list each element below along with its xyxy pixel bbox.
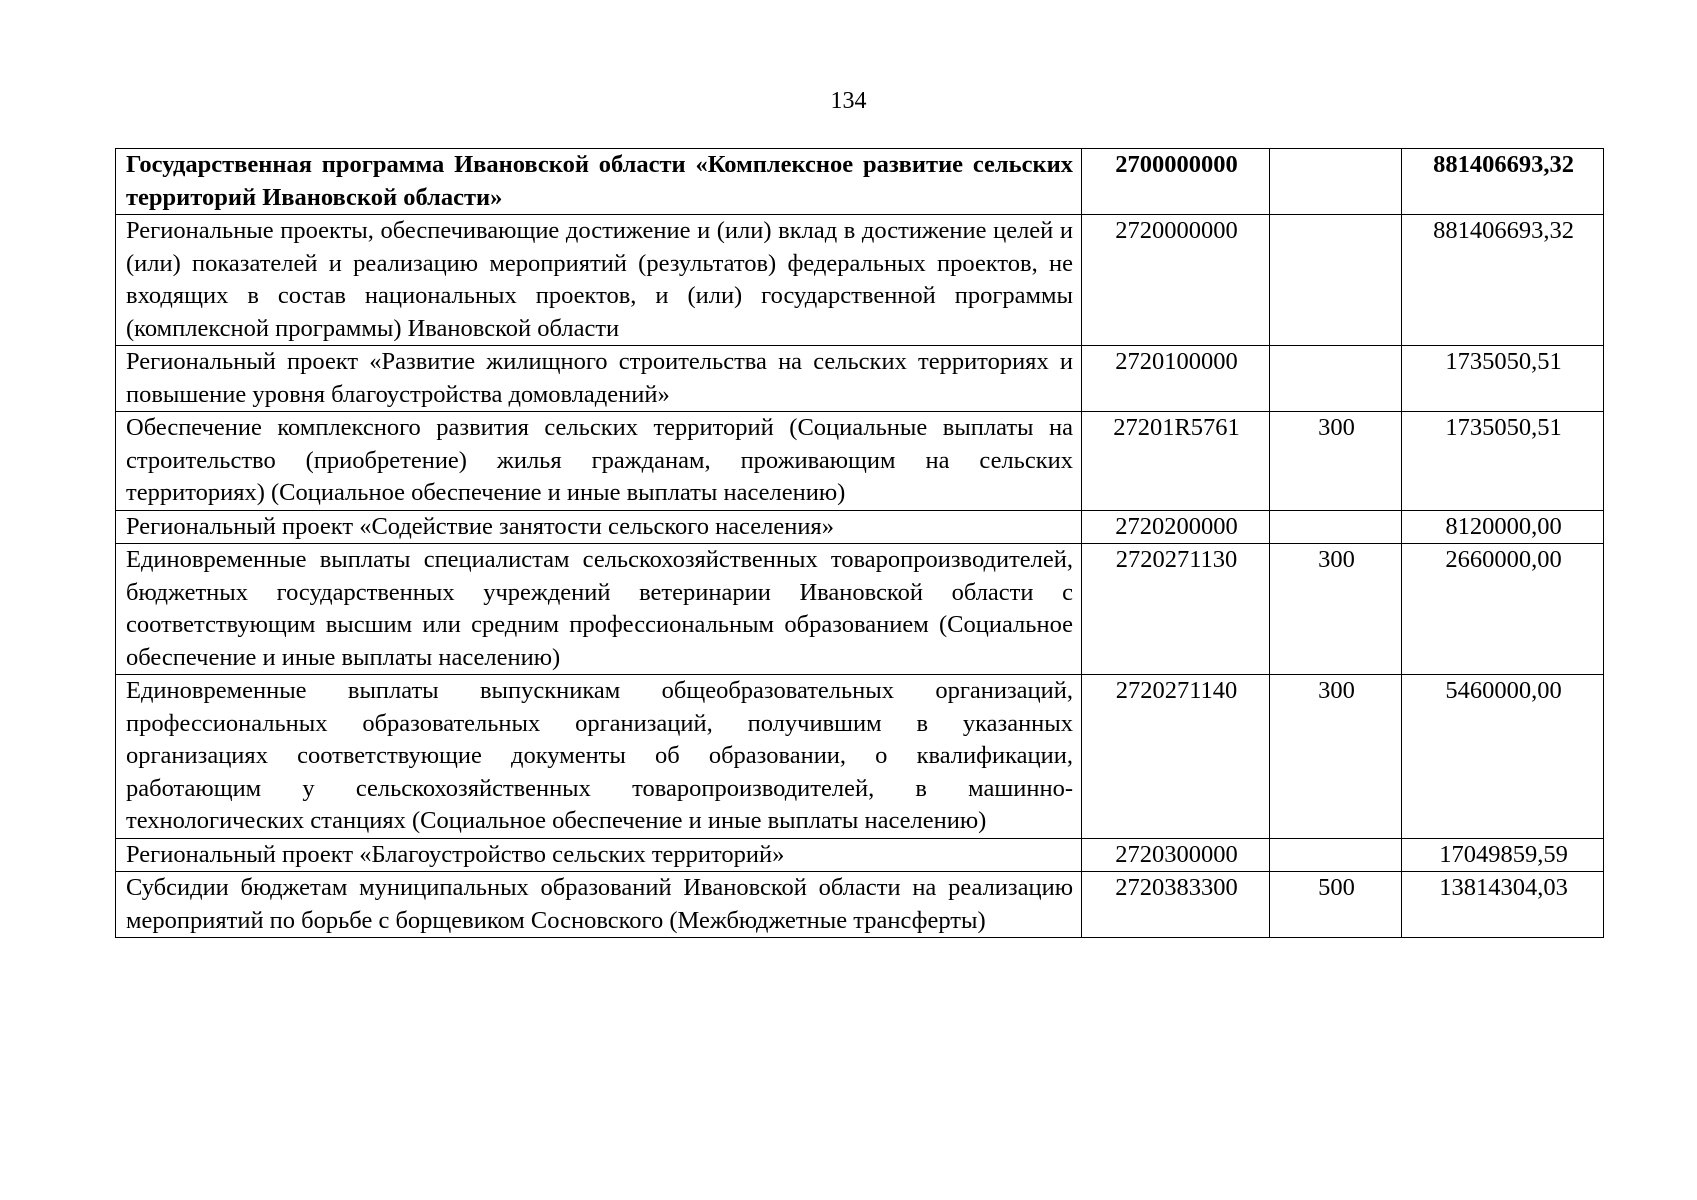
row-type: 300 <box>1270 675 1402 839</box>
table-row <box>116 346 1604 412</box>
row-type <box>1270 346 1402 412</box>
row-name: Единовременные выплаты выпускникам общеобразовательных организаций, профессиональных образовательных организаций, получившим в указанных организациях соответствующие документы об образовании, о квалификации, работающим у сельскохозяйственных товаропроизводителей, в машинно-технологических станциях (Социальное обеспечение и иные выплаты населению) <box>116 675 1082 839</box>
table-row <box>116 412 1604 511</box>
row-sum: 881406693,32 <box>1402 215 1604 346</box>
row-code: 2720271130 <box>1082 544 1270 675</box>
row-sum: 13814304,03 <box>1402 872 1604 938</box>
table-row <box>116 510 1604 544</box>
row-sum: 2660000,00 <box>1402 544 1604 675</box>
row-type: 300 <box>1270 412 1402 511</box>
row-sum: 17049859,59 <box>1402 838 1604 872</box>
row-sum: 5460000,00 <box>1402 675 1604 839</box>
table-row <box>116 872 1604 938</box>
table-row <box>116 215 1604 346</box>
row-code: 2720271140 <box>1082 675 1270 839</box>
table-row <box>116 675 1604 839</box>
table-row <box>116 544 1604 675</box>
row-code: 2720383300 <box>1082 872 1270 938</box>
row-sum: 1735050,51 <box>1402 346 1604 412</box>
row-code: 2720200000 <box>1082 510 1270 544</box>
table-row <box>116 149 1604 215</box>
row-code: 2720000000 <box>1082 215 1270 346</box>
row-type: 500 <box>1270 872 1402 938</box>
row-code: 2700000000 <box>1082 149 1270 215</box>
row-sum: 881406693,32 <box>1402 149 1604 215</box>
row-code: 2720100000 <box>1082 346 1270 412</box>
row-type <box>1270 149 1402 215</box>
row-name: Региональные проекты, обеспечивающие достижение и (или) вклад в достижение целей и (или) показателей и реализацию мероприятий (результатов) федеральных проектов, не входящих в состав национальных проектов, и (или) государственной программы (комплексной программы) Ивановской области <box>116 215 1082 346</box>
row-name: Единовременные выплаты специалистам сельскохозяйственных товаропроизводителей, бюджетных государственных учреждений ветеринарии Ивановской области с соответствующим высшим или средним профессиональным образованием (Социальное обеспечение и иные выплаты населению) <box>116 544 1082 675</box>
row-name: Обеспечение комплексного развития сельских территорий (Социальные выплаты на строительство (приобретение) жилья гражданам, проживающим на сельских территориях) (Социальное обеспечение и иные выплаты населению) <box>116 412 1082 511</box>
row-name: Государственная программа Ивановской области «Комплексное развитие сельских территорий Ивановской области» <box>116 149 1082 215</box>
row-name: Субсидии бюджетам муниципальных образований Ивановской области на реализацию мероприятий по борьбе с борщевиком Сосновского (Межбюджетные трансферты) <box>116 872 1082 938</box>
row-code: 27201R5761 <box>1082 412 1270 511</box>
page-number: 134 <box>830 88 867 114</box>
row-type <box>1270 510 1402 544</box>
budget-table <box>115 148 1604 938</box>
row-code: 2720300000 <box>1082 838 1270 872</box>
row-type <box>1270 215 1402 346</box>
table-row <box>116 838 1604 872</box>
row-sum: 8120000,00 <box>1402 510 1604 544</box>
row-type <box>1270 838 1402 872</box>
row-name: Региональный проект «Развитие жилищного строительства на сельских территориях и повышение уровня благоустройства домовладений» <box>116 346 1082 412</box>
row-name: Региональный проект «Содействие занятости сельского населения» <box>116 510 1082 544</box>
row-type: 300 <box>1270 544 1402 675</box>
row-sum: 1735050,51 <box>1402 412 1604 511</box>
row-name: Региональный проект «Благоустройство сельских территорий» <box>116 838 1082 872</box>
